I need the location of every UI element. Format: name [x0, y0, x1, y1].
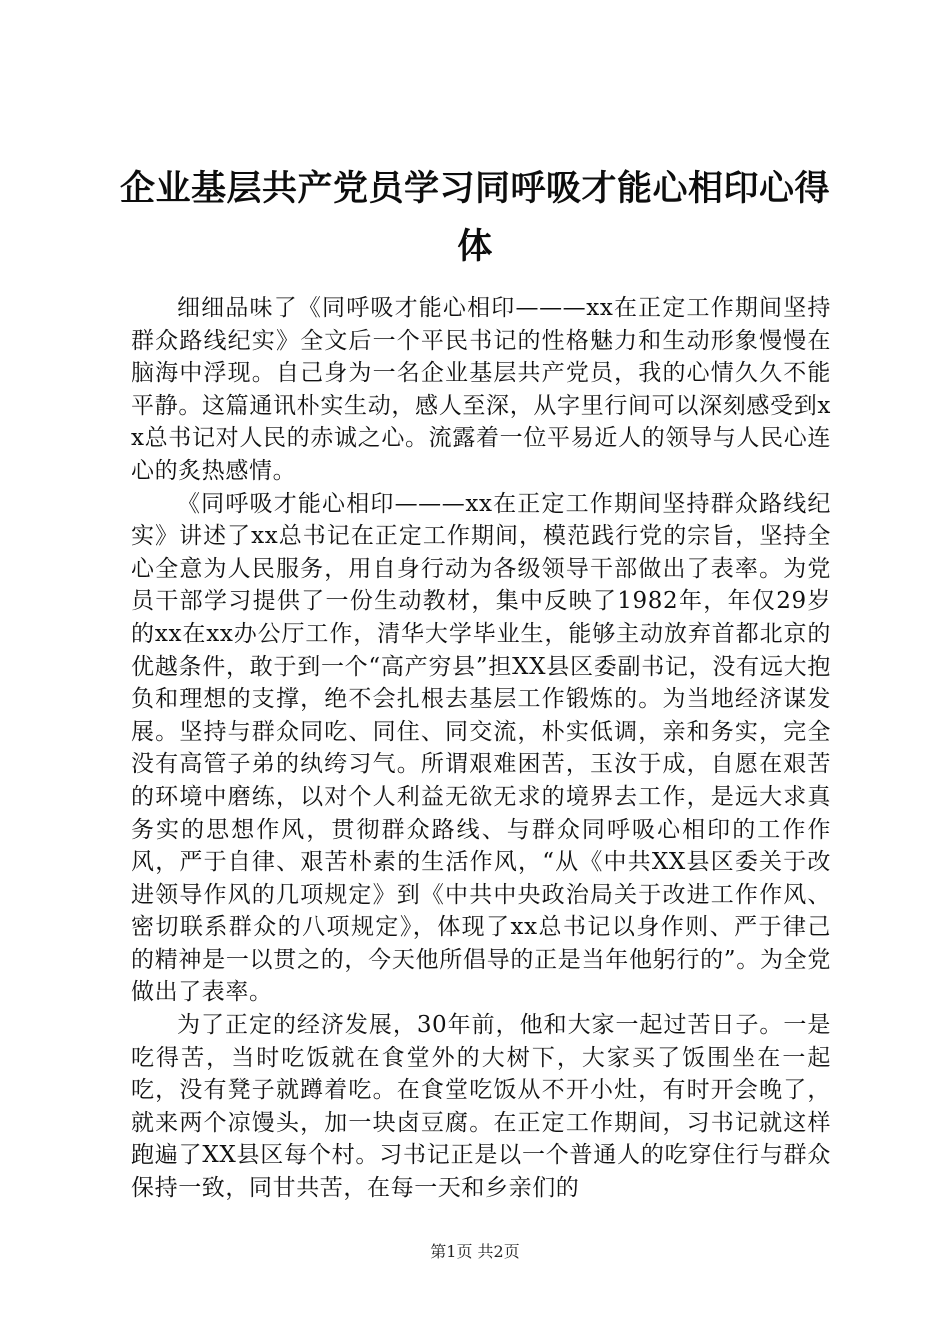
paragraph-3: 为了正定的经济发展，30年前，他和大家一起过苦日子。一是吃得苦，当时吃饭就在食堂外的大树下，大家买了饭围坐在一起吃，没有凳子就蹲着吃。在食堂吃饭从不开小灶，有时开会晚了，就来两个凉馒头，加一块卤豆腐。在正定工作期间，习书记就这样跑遍了XX县区每个村。习书记正是以一个普通人的吃穿住行与群众保持一致，同甘共苦，在每一天和乡亲们的 — [131, 1012, 831, 1202]
document-title: 企业基层共产党员学习同呼吸才能心相印心得体 — [120, 169, 831, 267]
paragraph-1: 细细品味了《同呼吸才能心相印———xx在正定工作期间坚持群众路线纪实》全文后一个平民书记的性格魅力和生动形象慢慢在脑海中浮现。自己身为一名企业基层共产党员，我的心情久久不能平静。这篇通讯朴实生动，感人至深，从字里行间可以深刻感受到xx总书记对人民的赤诚之心。流露着一位平易近人的领导与人民心连心的炙热感情。 — [131, 295, 831, 484]
document-body — [131, 292, 831, 1205]
paragraph-2: 《同呼吸才能心相印———xx在正定工作期间坚持群众路线纪实》讲述了xx总书记在正定工作期间，模范践行党的宗旨，坚持全心全意为人民服务，用自身行动为各级领导干部做出了表率。为党员干部学习提供了一份生动教材，集中反映了1982年，年仅29岁的xx在xx办公厅工作，清华大学毕业生，能够主动放弃首都北京的优越条件，敢于到一个“高产穷县”担XX县区委副书记，没有远大抱负和理想的支撑，绝不会扎根去基层工作锻炼的。为当地经济谋发展。坚持与群众同吃、同住、同交流，朴实低调，亲和务实，完全没有高管子弟的纨绔习气。所谓艰难困苦，玉汝于成，自愿在艰苦的环境中磨练，以对个人利益无欲无求的境界去工作，是远大求真务实的思想作风，贯彻群众路线、与群众同呼吸心相印的工作作风，严于自律、艰苦朴素的生活作风，“从《中共XX县区委关于改进领导作风的几项规定》到《中共中央政治局关于改进工作作风、密切联系群众的八项规定》，体现了xx总书记以身作则、严于律己的精神是一以贯之的，今天他所倡导的正是当年他躬行的”。为全党做出了表率。 — [131, 490, 831, 1006]
page-footer: 第1页 共2页 — [430, 1242, 520, 1261]
